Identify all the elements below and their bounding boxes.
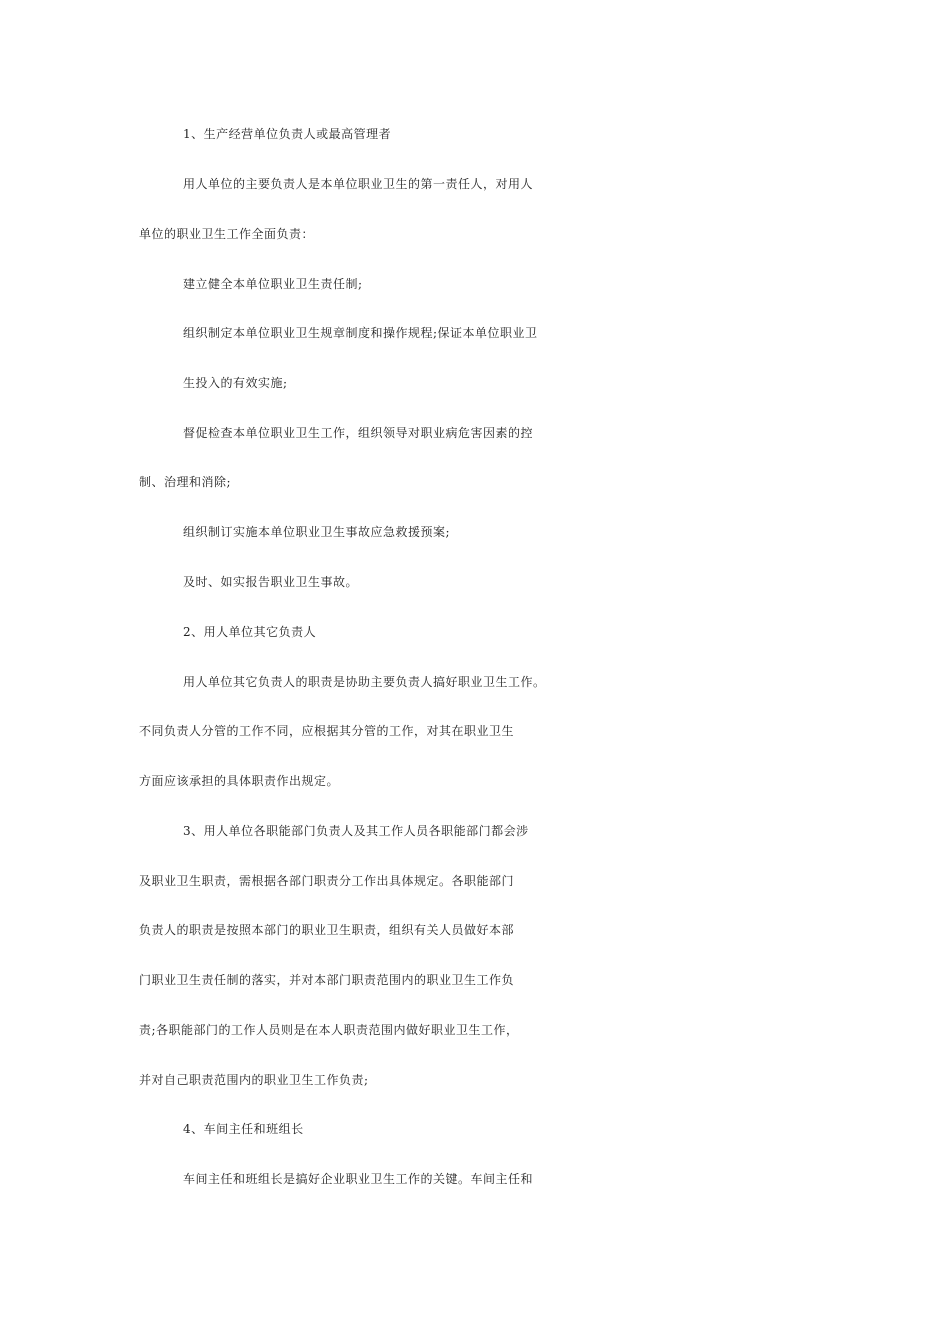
paragraph-line: 门职业卫生责任制的落实，并对本部门职责范围内的职业卫生工作负 <box>139 973 515 987</box>
section-heading-2: 2、用人单位其它负责人 <box>183 625 317 639</box>
paragraph-line: 督促检查本单位职业卫生工作，组织领导对职业病危害因素的控 <box>183 426 534 440</box>
paragraph-line: 负责人的职责是按照本部门的职业卫生职责，组织有关人员做好本部 <box>139 923 515 937</box>
paragraph-line: 责;各职能部门的工作人员则是在本人职责范围内做好职业卫生工作， <box>139 1023 519 1037</box>
paragraph-line: 不同负责人分管的工作不同，应根据其分管的工作，对其在职业卫生 <box>139 724 515 738</box>
paragraph-line: 单位的职业卫生工作全面负责： <box>139 227 315 241</box>
paragraph-line: 组织制订实施本单位职业卫生事故应急救援预案; <box>183 525 451 539</box>
paragraph-line: 组织制定本单位职业卫生规章制度和操作规程;保证本单位职业卫 <box>183 326 538 340</box>
paragraph-line: 制、治理和消除; <box>139 475 232 489</box>
paragraph-line: 及职业卫生职责，需根据各部门职责分工作出具体规定。各职能部门 <box>139 874 515 888</box>
paragraph-line: 用人单位其它负责人的职责是协助主要负责人搞好职业卫生工作。 <box>183 675 546 689</box>
section-heading-1: 1、生产经营单位负责人或最高管理者 <box>183 127 392 141</box>
paragraph-line: 及时、如实报告职业卫生事故。 <box>183 575 359 589</box>
paragraph-line: 车间主任和班组长是搞好企业职业卫生工作的关键。车间主任和 <box>183 1172 534 1186</box>
paragraph-line: 方面应该承担的具体职责作出规定。 <box>139 774 340 788</box>
paragraph-line: 用人单位的主要负责人是本单位职业卫生的第一责任人，对用人 <box>183 177 534 191</box>
section-heading-4: 4、车间主任和班组长 <box>183 1122 304 1136</box>
paragraph-line: 生投入的有效实施; <box>183 376 288 390</box>
paragraph-line: 建立健全本单位职业卫生责任制; <box>183 277 363 291</box>
section-heading-3: 3、用人单位各职能部门负责人及其工作人员各职能部门都会涉 <box>183 824 529 838</box>
paragraph-line: 并对自己职责范围内的职业卫生工作负责; <box>139 1073 369 1087</box>
